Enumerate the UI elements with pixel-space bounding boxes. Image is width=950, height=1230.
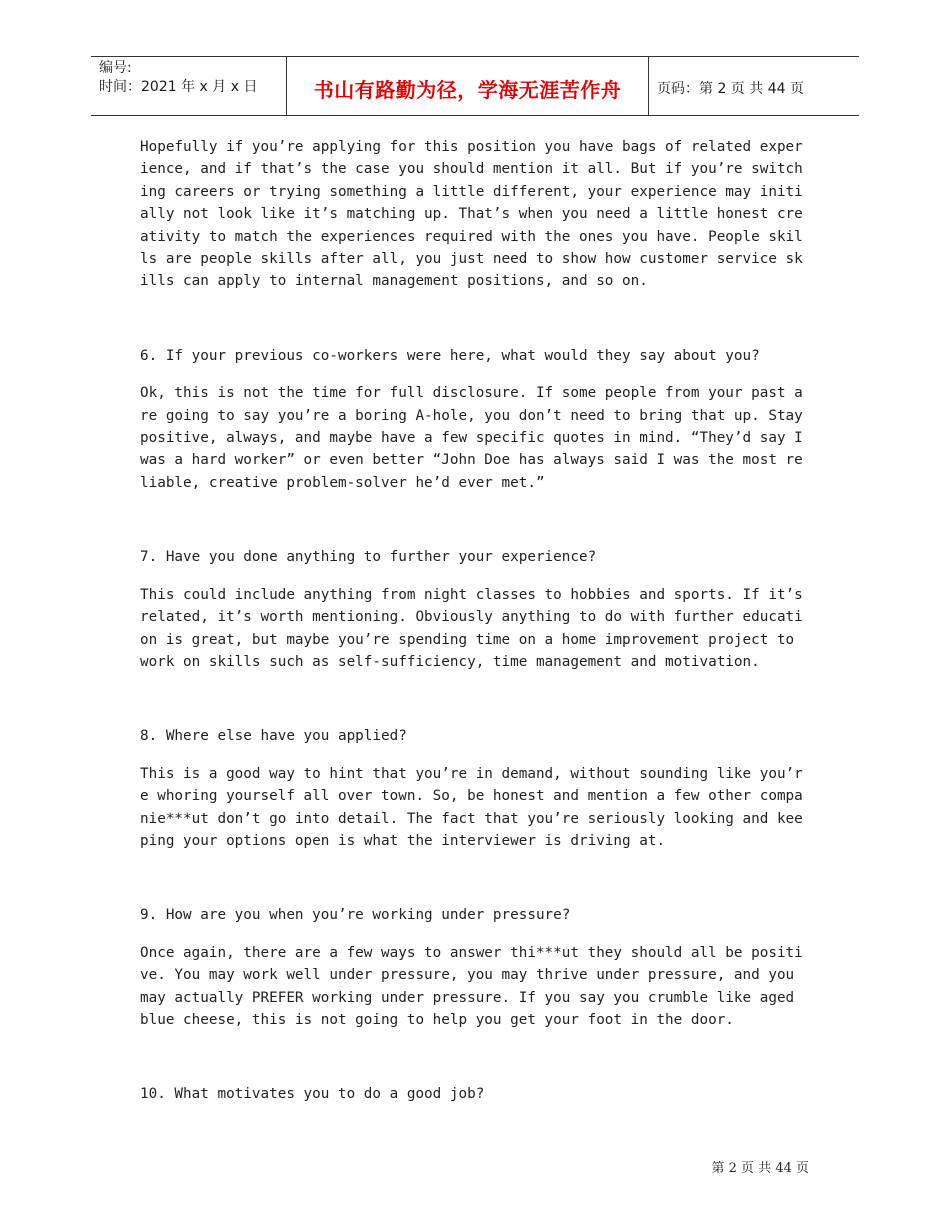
time-label: 时间：2021 年 x 月 x 日	[99, 79, 258, 95]
code-label: 编号:	[99, 60, 132, 76]
answer-6: Ok, this is not the time for full disclosure. If some people from your past are going to say you’re a boring A-hole, you don’t need to bring that up. Stay positive, always, and maybe have a few specific quotes in mind. “They’d say I was a hard worker” or even better “John Doe has always said I was the most reliable, creative problem-solver he’d ever met.”	[140, 385, 803, 491]
header-meta	[91, 57, 287, 115]
header-motto: 书山有路勤为径，学海无涯苦作舟	[287, 57, 649, 115]
question-10: 10. What motivates you to do a good job?	[140, 1086, 485, 1103]
answer-7: This could include anything from night classes to hobbies and sports. If it’s related, it’s worth mentioning. Obviously anything to do with further education is great, but maybe you’re spending time on a home improvement project to work on skills such as self-sufficiency, time management and motivation.	[140, 586, 803, 670]
question-6: 6. If your previous co-workers were here, what would they say about you?	[140, 347, 760, 364]
answer-9: Once again, there are a few ways to answer thi***ut they should all be positive. You may work well under pressure, you may thrive under pressure, and you may actually PREFER working under pressure. If you say you crumble like aged blue cheese, this is not going to help you get your foot in the door.	[140, 944, 803, 1028]
question-7: 7. Have you done anything to further your experience?	[140, 549, 597, 566]
answer-8: This is a good way to hint that you’re in demand, without sounding like you’re whoring yourself all over town. So, be honest and mention a few other companie***ut don’t go into detail. The fact that you’re seriously looking and keeping your options open is what the interviewer is driving at.	[140, 765, 803, 849]
page-header	[91, 56, 859, 116]
header-page-number: 页码：第 2 页 共 44 页	[657, 81, 804, 97]
intro-paragraph: Hopefully if you’re applying for this position you have bags of related experience, and if that’s the case you should mention it all. But if you’re switching careers or trying something a little different, your experience may initially not look like it’s matching up. That’s when you need a little honest creativity to match the experiences required with the ones you have. People skills are people skills after all, you just need to show how customer service skills can apply to internal management positions, and so on.	[140, 139, 803, 290]
document-body	[140, 136, 808, 1106]
question-9: 9. How are you when you’re working under pressure?	[140, 907, 571, 924]
page-footer: 第 2 页 共 44 页	[711, 1161, 809, 1176]
question-8: 8. Where else have you applied?	[140, 728, 407, 745]
